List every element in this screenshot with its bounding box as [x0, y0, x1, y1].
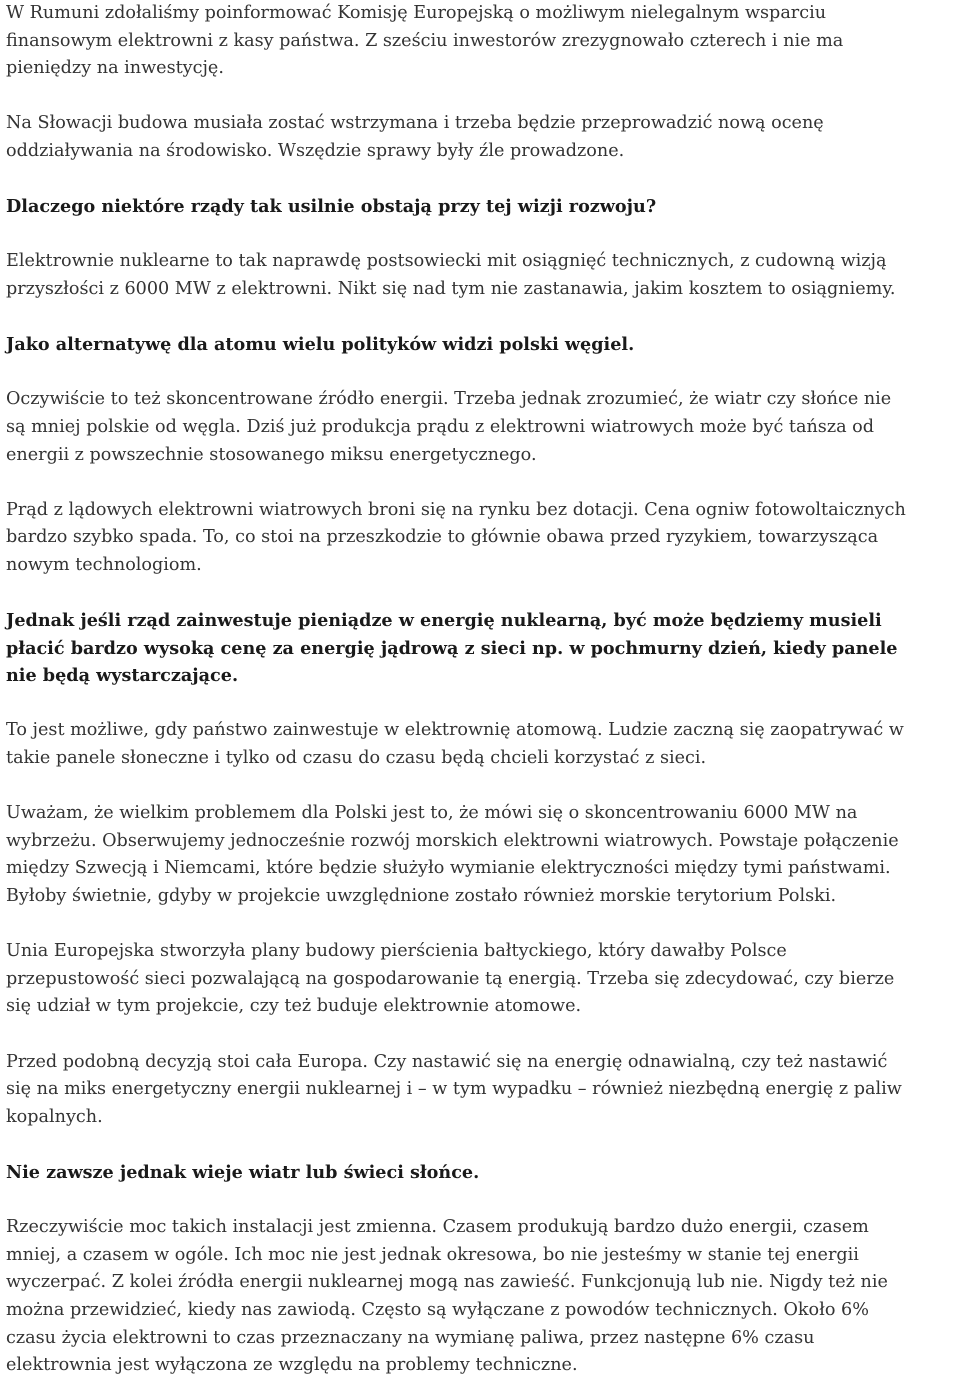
paragraph: Elektrownie nuklearne to tak naprawdę postsowiecki mit osiągnięć technicznych, z cudowną wizją przyszłości z 6000 MW z elektrowni. Nikt się nad tym nie zastanawia, jakim kosztem to osiągniemy. — [6, 251, 896, 299]
paragraph: Prąd z lądowych elektrowni wiatrowych broni się na rynku bez dotacji. Cena ogniw fotowoltaicznych bardzo szybko spada. To, co stoi na przeszkodzie to głównie obawa przed ryzykiem, towarzysząca nowym technologiom. — [6, 499, 906, 575]
paragraph: To jest możliwe, gdy państwo zainwestuje w elektrownię atomową. Ludzie zaczną się zaopatrywać w takie panele słoneczne i tylko od czasu do czasu będą chcieli korzystać z sieci. — [6, 720, 904, 769]
paragraph: Przed podobną decyzją stoi cała Europa. Czy nastawić się na energię odnawialną, czy też nastawić się na miks energetyczny energii nuklearnej i – w tym wypadku – również niezbędną energię z paliw kopalnych. — [6, 1051, 902, 1127]
bold-question: Jednak jeśli rząd zainwestuje pieniądze w energię nuklearną, być może będziemy musieli płacić bardzo wysoką cenę za energię jądrową z sieci np. w pochmurny dzień, kiedy panele nie będą wystarczające. — [6, 610, 898, 687]
paragraph: W Rumuni zdołaliśmy poinformować Komisję Europejską o możliwym nielegalnym wsparciu finansowym elektrowni z kasy państwa. Z sześciu inwestorów zrezygnowało czterech i nie ma pieniędzy na inwestycję. — [6, 3, 844, 79]
paragraph: Unia Europejska stworzyła plany budowy pierścienia bałtyckiego, który dawałby Polsce przepustowość sieci pozwalającą na gospodarowanie tą energią. Trzeba się zdecydować, czy bierze się udział w tym projekcie, czy też buduje elektrownie atomowe. — [6, 941, 895, 1017]
paragraph: Oczywiście to też skoncentrowane źródło energii. Trzeba jednak zrozumieć, że wiatr czy słońce nie są mniej polskie od węgla. Dziś już produkcja prądu z elektrowni wiatrowych może być tańsza od energii z powszechnie stosowanego miksu energetycznego. — [6, 389, 892, 465]
paragraph: Uważam, że wielkim problemem dla Polski jest to, że mówi się o skoncentrowaniu 6000 MW na wybrzeżu. Obserwujemy jednocześnie rozwój morskich elektrowni wiatrowych. Powstaje połączenie między Szwecją i Niemcami, które będzie służyło wymianie elektryczności między tymi państwami. Byłoby świetnie, gdyby w projekcie uwzględnione zostało również morskie terytorium Polski. — [6, 803, 899, 906]
bold-question: Jako alternatywę dla atomu wielu polityków widzi polski węgiel. — [6, 334, 635, 356]
paragraph: Rzeczywiście moc takich instalacji jest zmienna. Czasem produkują bardzo dużo energii, czasem mniej, a czasem w ogóle. Ich moc nie jest jednak okresowa, bo nie jesteśmy w stanie tej energii wyczerpać. Z kolei źródła energii nuklearnej mogą nas zawieść. Funkcjonują lub nie. Nigdy też nie można przewidzieć, kiedy nas zawiodą. Często są wyłączane z powodów technicznych. Około 6% czasu życia elektrowni to czas przeznaczany na wymianę paliwa, przez następne 6% czasu elektrownia jest wyłączona ze względu na problemy techniczne. — [6, 1217, 888, 1376]
bold-question: Nie zawsze jednak wieje wiatr lub świeci słońce. — [6, 1161, 480, 1183]
paragraph: Na Słowacji budowa musiała zostać wstrzymana i trzeba będzie przeprowadzić nową ocenę oddziaływania na środowisko. Wszędzie sprawy były źle prowadzone. — [6, 113, 824, 161]
bold-question: Dlaczego niektóre rządy tak usilnie obstają przy tej wizji rozwoju? — [6, 196, 657, 218]
